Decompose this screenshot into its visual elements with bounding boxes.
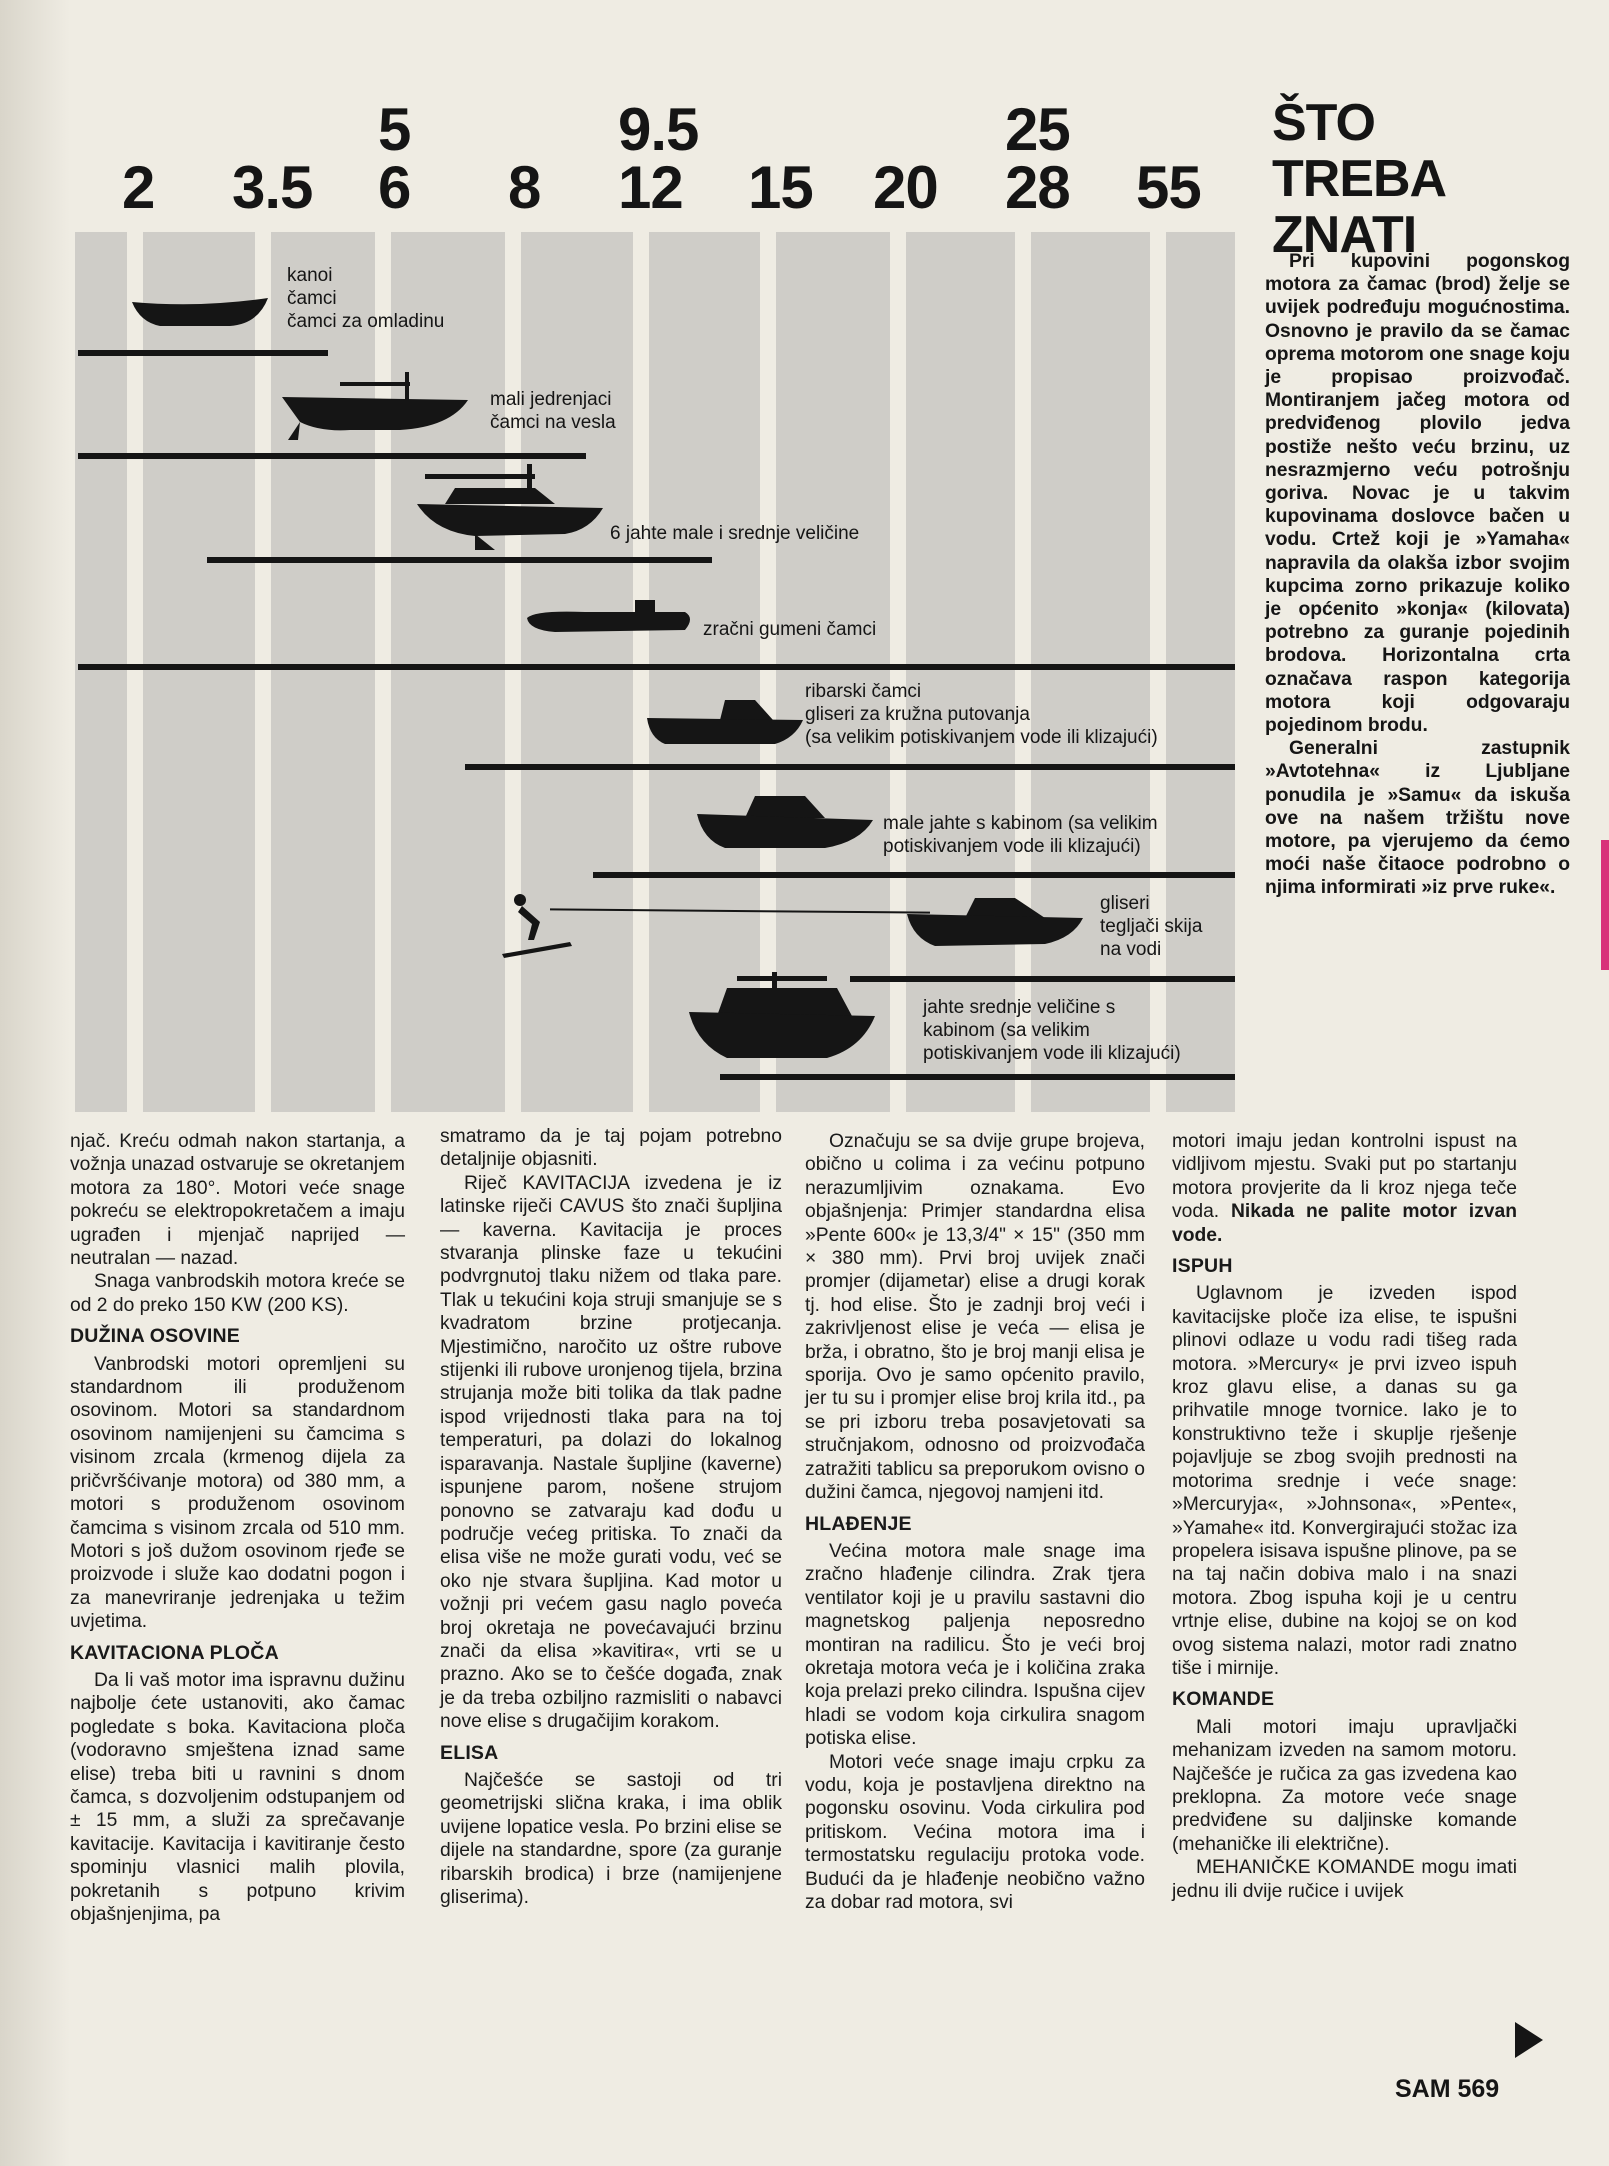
range-bar — [78, 453, 586, 459]
fishing-boat-icon — [645, 698, 805, 748]
range-bar — [78, 350, 328, 356]
sidebar-title: ŠTO TREBA ZNATI — [1272, 94, 1447, 264]
power-value-top: 9.5 — [618, 96, 699, 163]
grid-stripe — [127, 232, 143, 1112]
small-cabin-yacht-icon — [695, 792, 875, 852]
boat-label: gliseri tegljači skija na vodi — [1100, 893, 1203, 960]
boat-label: zračni gumeni čamci — [703, 619, 877, 640]
paragraph: Snaga vanbrodskih motora kreće se od 2 do preko 150 KW (200 KS). — [70, 1271, 405, 1316]
medium-cabin-yacht-icon — [687, 972, 877, 1068]
section-heading: DUŽINA OSOVINE — [70, 1325, 241, 1348]
power-value-top: 5 — [378, 96, 411, 163]
paragraph — [1172, 1130, 1517, 1247]
paragraph: smatramo da je taj pojam potrebno detaljnije objasniti. — [440, 1126, 782, 1171]
paragraph: Najčešće se sastoji od tri geometrijski slična kraka, i ima oblik uvijene lopatice vesla. Po brzini elise se dijele na standardne, spore (za guranje ribarskih brodica) i brze (namijenjene gliserima). — [440, 1769, 782, 1908]
bold-warning: Nikada ne palite motor izvan vode. — [1172, 1201, 1517, 1246]
power-value: 2 — [122, 154, 155, 221]
section-heading: HLAĐENJE — [805, 1512, 912, 1535]
article-column-1 — [70, 1130, 405, 1926]
paragraph: Većina motora male snage ima zračno hlađenje cilindra. Zrak tjera ventilator koji je u pravilu sastavni dio magnetskog paljenja neposredno montiran na radilicu. Što je veći broj okretaja motora veća je i količina zraka koja prelazi preko cilindra. Ispušna cijev hladi se vodom koja cirkulira snagom potiska elise. — [805, 1540, 1145, 1750]
power-value: 28 — [1005, 154, 1070, 221]
boat-label: male jahte s kabinom (sa velikim potiskivanjem vode ili klizajući) — [883, 813, 1158, 857]
cabin-yacht-icon — [415, 464, 605, 552]
article-column-2 — [440, 1125, 782, 1909]
page-number: SAM 569 — [1395, 2075, 1500, 2103]
page-edge — [0, 0, 70, 2166]
article-column-4 — [1172, 1130, 1517, 1903]
paragraph: Da li vaš motor ima ispravnu dužinu najbolje ćete ustanoviti, ako čamac pogledate s boka. Kavitaciona ploča (vodoravno smještena iznad same elise) treba biti u ravnini s dnom čamca, s dozvoljenim odstupanjem od ± 15 mm, a služi za sprečavanje kavitacije. Kavitacija i kavitiranje često spominju vlasnici malih plovila, pokretanih s potpuno krivim objašnjenjima, pa — [70, 1669, 405, 1925]
boat-label: 6 jahte male i srednje veličine — [610, 523, 860, 544]
boat-label: kanoi čamci čamci za omladinu — [287, 265, 445, 332]
range-bar — [78, 664, 1235, 670]
power-value: 55 — [1136, 154, 1201, 221]
paragraph: Mali motori imaju upravljački mehanizam izveden na samom motoru. Najčešće je ručica za gas izvedena kao preklopna. Za motore veće snage predviđene su daljinske komande (mehaničke ili električne). — [1172, 1716, 1517, 1855]
section-heading: ISPUH — [1172, 1255, 1233, 1278]
paragraph-lead: MEHANIČKE KOMANDE — [1196, 1857, 1415, 1879]
power-value: 20 — [873, 154, 938, 221]
power-value: 6 — [378, 154, 411, 221]
power-value: 15 — [748, 154, 813, 221]
sailboat-icon — [280, 372, 470, 442]
paragraph: Označuju se sa dvije grupe brojeva, obično u colima i za većinu potpuno nerazumljivim oznakama. Evo objašnjenja: Primjer standardna elisa »Pente 600« je 13,3/4" × 15" (350 mm × 380 mm). Prvi broj uvijek znači promjer (dijametar) elise a drugi korak tj. hod elise. Što je zadnji broj veći i zakrivljenost elise je veća — elisa je brža, i obratno, što je broj manji elisa je sporija. Ovo je samo općenito pravilo, jer tu su i promjer elise broj krila itd., pa se pri izboru treba posavjetovati sa stručnjakom, odnosno od proizvođača zatražiti tablicu sa preporukom ovisno o dužini čamca, njegovoj namjeni itd. — [805, 1131, 1145, 1504]
range-bar — [593, 872, 1235, 878]
power-value-top: 25 — [1005, 96, 1070, 163]
boat-label: jahte srednje veličine s kabinom (sa velikim potiskivanjem vode ili klizajući) — [923, 997, 1181, 1064]
paragraph-text: motori imaju jedan kontrolni ispust na vidljivom mjestu. Svaki put po startanju motora provjerite da li kroz njega teče voda. — [1172, 1131, 1517, 1223]
color-tab — [1601, 840, 1609, 970]
sidebar-text — [1265, 250, 1570, 900]
range-bar — [850, 976, 1235, 982]
paragraph — [1172, 1856, 1517, 1903]
continue-arrow-icon — [1515, 2022, 1543, 2058]
grid-stripe — [375, 232, 391, 1112]
grid-stripe — [505, 232, 521, 1112]
range-bar — [720, 1074, 1235, 1080]
paragraph: Uglavnom je izveden ispod kavitacijske ploče iza elise, te ispušni plinovi odlaze u vodu radi tišeg rada motora. »Mercury« je prvi izveo ispuh kroz glavu elise, a danas su ga prihvatile mnoge tvornice. Iako je to konstruktivno teže i skuplje rješenje pojavljuje se zbog svojih prednosti na motorima srednje i veće snage: »Mercuryja«, »Johnsona«, »Pente«, »Yamahe« itd. Konvergirajući stožac iza propelera isisava ispušne plinove, pa se na taj način dobiva malo i na snazi motora. Zbog ispuha koji je u centru vrtnje elise, dubine na kojoj se on kod ovog sistema nalazi, motor radi znatno tiše i mirnije. — [1172, 1283, 1517, 1679]
sidebar-paragraph: Generalni zastupnik »Avtotehna« iz Ljubljane ponudila je »Samu« da iskuša ove na našem tržištu nove motore, pa vjerujemo da ćemo moći naše čitaoce podrobno o njima informirati »iz prve ruke«. — [1265, 738, 1570, 899]
water-skier-icon — [500, 892, 580, 962]
boat-label: mali jedrenjaci čamci na vesla — [490, 389, 616, 433]
paragraph: Vanbrodski motori opremljeni su standardnom ili produženom osovinom. Motori sa standardnom osovinom namijenjeni su čamcima s visinom zrcala (krmenog dijela za pričvršćivanje motora) od 380 mm, a motori s produženom osovinom čamcima s visinom zrcala od 510 mm. Motori s još dužom osovinom rjeđe se proizvode i služe kao dodatni pogon i za manevriranje jedrenjaka u težim uvjetima. — [70, 1353, 405, 1633]
section-heading: ELISA — [440, 1741, 499, 1764]
paragraph: Riječ KAVITACIJA izvedena je iz latinske riječi CAVUS što znači šupljina — kaverna. Kavitacija je proces stvaranja plinske faze u tekućini podvrgnutoj tlaku nižem od tlaka pare. Tlak u tekućini koja struji smanjuje se s kvadratom brzine protjecanja. Mjestimično, naročito uz oštre rubove stijenki ili rubove uronjenog tijela, brzina strujanja može biti tolika da tlak padne ispod vrijednosti tlaka para na toj temperaturi, pa dolazi do lokalnog isparavanja. Nastale šupljine (kaverne) ispunjene parom, nošene strujom ponovno se zatvaraju kad dođu u područje većeg pritiska. To znači da elisa više ne može gurati vodu, već se oko nje stvara šupljina. Kad motor u vožnji pri većem gasu naglo poveća broj okretaja ne povećavajući brzinu znači da elisa »kavitira«, vrti se u prazno. Ako se to češće događa, znak je da treba ozbiljno razmisliti o nabavci nove elise s drugačijim korakom. — [440, 1172, 782, 1733]
section-heading: KAVITACIONA PLOČA — [70, 1641, 279, 1664]
range-bar — [465, 764, 1235, 770]
paragraph: njač. Kreću odmah nakon startanja, a vožnja unazad ostvaruje se okretanjem motora za 180°. Motori veće snage pokreću se elektropokretačem a imaju ugrađen i mjenjač naprijed — neutralan — nazad. — [70, 1131, 405, 1270]
power-value: 8 — [508, 154, 541, 221]
canoe-icon — [130, 294, 270, 330]
ski-tow-boat-icon — [905, 894, 1085, 950]
paragraph-text: mogu imati jednu ili dvije ručice i uvijek — [1172, 1857, 1517, 1902]
boat-power-chart — [75, 232, 1235, 1112]
inflatable-boat-icon — [525, 598, 695, 640]
power-value: 3.5 — [232, 154, 313, 221]
article-column-3 — [805, 1130, 1145, 1914]
range-bar — [207, 557, 712, 563]
grid-stripe — [255, 232, 271, 1112]
boat-label: ribarski čamci gliseri za kružna putovanja (sa velikim potiskivanjem vode ili klizajući) — [805, 681, 1158, 748]
section-heading: KOMANDE — [1172, 1688, 1275, 1711]
power-value: 12 — [618, 154, 683, 221]
paragraph: Motori veće snage imaju crpku za vodu, koja je postavljena direktno na pogonsku osovinu. Voda cirkulira pod pritiskom. Većina motora ima i termostatsku regulaciju protoka vode. Budući da je hlađenje neobično važno za dobar rad motora, svi — [805, 1751, 1145, 1913]
tow-rope — [550, 908, 930, 913]
grid-stripe — [633, 232, 649, 1112]
sidebar-paragraph: Pri kupovini pogonskog motora za čamac (brod) želje se uvijek podređuju mogućnostima. Osnovno je pravilo da se čamac oprema motorom one snage koju je propisao proizvođač. Montiranjem jačeg motora od predviđenog plovilo jedva postiže nešto veću brzinu, uz nesrazmjerno veću potrošnju goriva. Novac je u takvim kupovinama doslovce bačen u vodu. Crtež koji je »Yamaha« napravila da olakša izbor svojim kupcima zorno prikazuje koliko je općenito »konja« (kilovata) potrebno za guranje pojedinih brodova. Horizontalna crta označava raspon kategorija motora koji odgovaraju pojedinom brodu. — [1265, 251, 1570, 737]
